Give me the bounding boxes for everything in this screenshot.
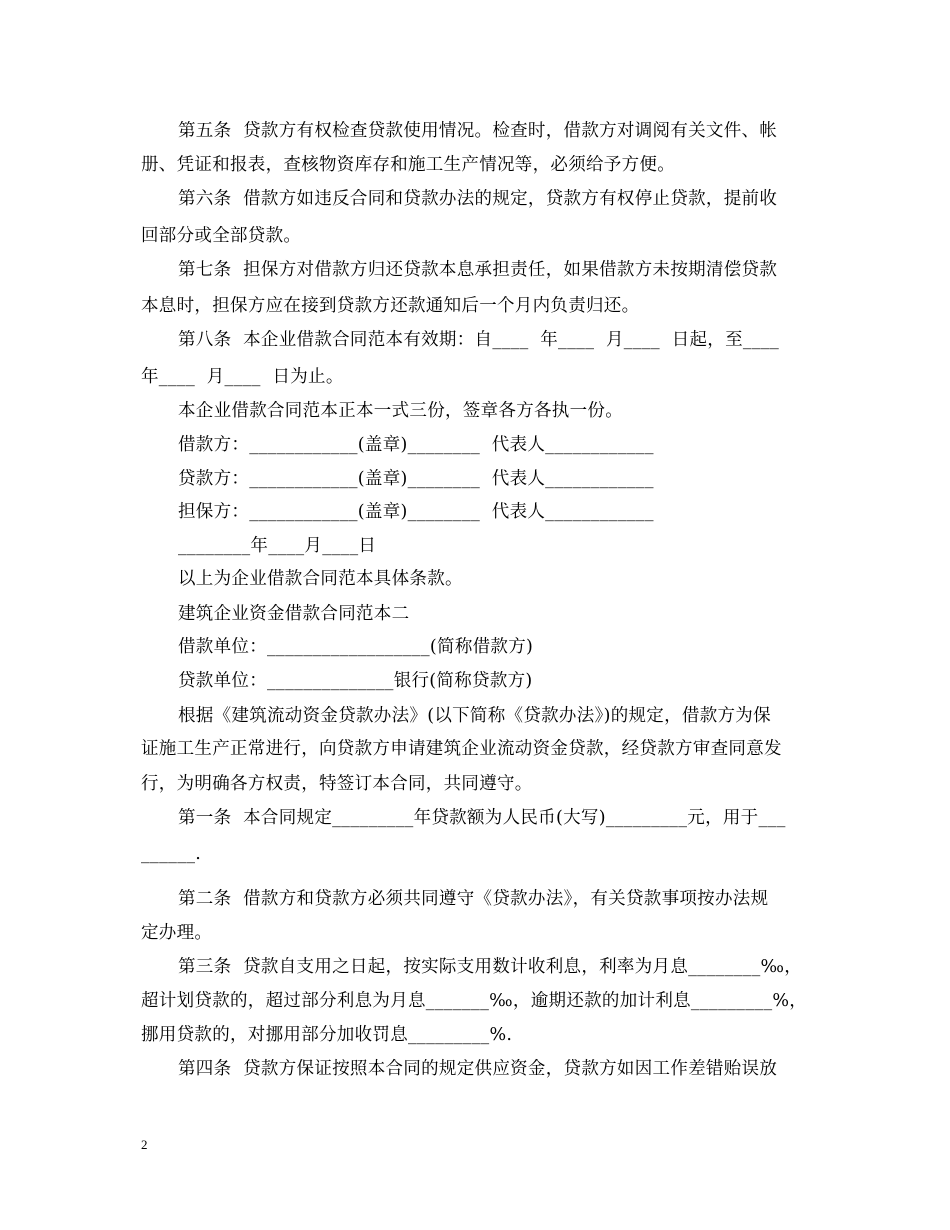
- page-number: 2: [141, 1137, 148, 1152]
- text-line: 根据《建筑流动资金贷款办法》(以下简称《贷款办法》)的规定，借款方为保: [178, 706, 771, 726]
- borrower-signature-line: 借款方：____________(盖章)________ 代表人____________: [178, 435, 654, 455]
- text-line: 第二条 借款方和贷款方必须共同遵守《贷款办法》，有关贷款事项按办法规: [178, 889, 769, 909]
- text-line: 超计划贷款的，超过部分利息为月息_______‰，逾期还款的加计利息_________%，: [141, 991, 808, 1011]
- text-line: 第三条 贷款自支用之日起，按实际支用数计收利息，利率为月息________‰，: [178, 957, 803, 977]
- section-title: 建筑企业资金借款合同范本二: [178, 604, 410, 624]
- text-line: 本息时，担保方应在接到贷款方还款通知后一个月内负责归还。: [141, 296, 640, 316]
- text-line: 册、凭证和报表，查核物资库存和施工生产情况等，必须给予方便。: [141, 155, 675, 175]
- text-line: 第七条 担保方对借款方归还贷款本息承担责任，如果借款方未按期清偿贷款: [178, 260, 778, 280]
- lender-signature-line: 贷款方：____________(盖章)________ 代表人____________: [178, 469, 654, 489]
- guarantor-signature-line: 担保方：____________(盖章)________ 代表人____________: [178, 502, 654, 522]
- text-line: 本企业借款合同范本正本一式三份，签章各方各执一份。: [178, 401, 623, 421]
- text-line: 行，为明确各方权责，特签订本合同，共同遵守。: [141, 774, 533, 794]
- text-line: 证施工生产正常进行，向贷款方申请建筑企业流动资金贷款，经贷款方审查同意发: [141, 739, 782, 759]
- text-line: 第六条 借款方如违反合同和贷款办法的规定，贷款方有权停止贷款，提前收: [178, 189, 778, 209]
- text-line: 第八条 本企业借款合同范本有效期：自____ 年____ 月____ 日起，至____: [178, 330, 780, 350]
- lender-unit-line: 贷款单位：______________银行(简称贷款方): [178, 671, 533, 691]
- text-line: 定办理。: [141, 923, 213, 943]
- text-line: 第一条 本合同规定_________年贷款额为人民币(大写)_________元，用于___: [178, 808, 786, 828]
- text-line: 挪用贷款的，对挪用部分加收罚息_________%.: [141, 1025, 513, 1045]
- text-line: 年____ 月____ 日为止。: [141, 367, 344, 387]
- text-line: 第四条 贷款方保证按照本合同的规定供应资金，贷款方如因工作差错贻误放: [178, 1059, 778, 1079]
- borrower-unit-line: 借款单位：__________________(简称借款方): [178, 637, 534, 657]
- date-line: ________年____月____日: [178, 536, 377, 556]
- text-line: 第五条 贷款方有权检查贷款使用情况。检查时，借款方对调阅有关文件、帐: [178, 121, 778, 141]
- text-line: 以上为企业借款合同范本具体条款。: [178, 569, 463, 589]
- text-line: ______.: [141, 844, 202, 864]
- text-line: 回部分或全部贷款。: [141, 226, 302, 246]
